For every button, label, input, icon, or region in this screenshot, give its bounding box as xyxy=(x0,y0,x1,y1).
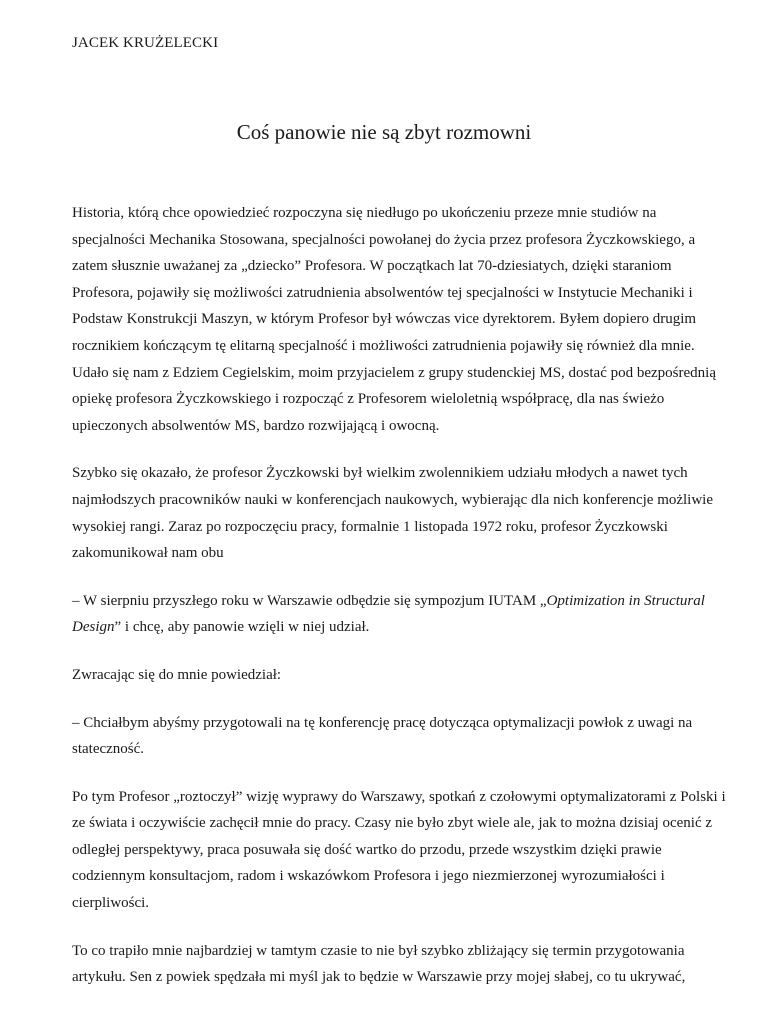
paragraph-6 xyxy=(72,784,726,917)
text-line: Profesora, pojawiły się możliwości zatrudnienia absolwentów tej specjalności w Instytucie Mechaniki i xyxy=(72,284,693,301)
text-line: Zwracając się do mnie powiedział: xyxy=(72,666,282,683)
quote-text: – W sierpniu przyszłego roku w Warszawie odbędzie się sympozjum IUTAM „ xyxy=(72,592,547,609)
text-line: artykułu. Sen z powiek spędzała mi myśl jak to będzie w Warszawie przy mojej słabej, co tu ukrywać, xyxy=(72,969,686,986)
paragraph-3-quote xyxy=(72,588,705,641)
text-line xyxy=(72,614,697,641)
paragraph-1 xyxy=(72,200,716,439)
text-line: – Chciałbym abyśmy przygotowali na tę konferencję pracę dotycząca optymalizacji powłok z uwagi na xyxy=(72,714,693,731)
article-body xyxy=(72,200,726,1012)
text-line: codziennym konsultacjom, radom i wskazówkom Profesora i jego niezmierzonej wyrozumiałości i xyxy=(72,868,665,885)
paragraph-5-quote xyxy=(72,710,697,763)
running-header-author: JACEK KRUŻELECKI xyxy=(72,35,219,51)
text-line: rocznikiem kończącym tę elitarną specjalność i możliwości zatrudnienia pojawiły się również dla mnie. xyxy=(72,337,695,354)
symposium-title-italic: Design xyxy=(72,619,115,636)
text-line: Podstaw Konstrukcji Maszyn, w którym Profesor był wówczas vice dyrektorem. Byłem dopiero drugim xyxy=(72,311,697,328)
text-line: najmłodszych pracowników nauki w konferencjach naukowych, wybierając dla nich konferencje możliwie xyxy=(72,491,714,508)
text-line: specjalności Mechanika Stosowana, specjalności powołanej do życia przez profesora Życzkowskiego, a xyxy=(72,231,696,248)
paragraph-7 xyxy=(72,938,697,991)
text-line: Udało się nam z Edziem Cegielskim, moim przyjacielem z grupy studenckiej MS, dostać pod bezpośrednią xyxy=(72,364,716,381)
text-line: Po tym Profesor „roztoczył” wizję wyprawy do Warszawy, spotkań z czołowymi optymalizatorami z Polski i xyxy=(72,788,726,805)
text-line: ze świata i oczywiście zachęcił mnie do pracy. Czasy nie było zbyt wiele ale, jak to można dzisiaj ocenić z xyxy=(72,815,713,832)
paragraph-4 xyxy=(72,662,697,689)
text-line: odległej perspektywy, praca posuwała się dość wartko do przodu, przede wszystkim dzięki prawie xyxy=(72,841,662,858)
text-line: Szybko się okazało, że profesor Życzkowski był wielkim zwolennikiem udziału młodych a nawet tych xyxy=(72,465,688,482)
text-line: zatem słusznie uważanej za „dziecko” Profesora. W początkach lat 70-dziesiatych, dzięki staraniom xyxy=(72,258,672,275)
article-title: Coś panowie nie są zbyt rozmowni xyxy=(236,120,532,144)
text-line: Historia, którą chce opowiedzieć rozpoczyna się niedługo po ukończeniu przeze mnie studiów na xyxy=(72,205,657,221)
text-line: opiekę profesora Życzkowskiego i rozpocząć z Profesorem wieloletnią współpracę, dla nas świeżo xyxy=(72,391,665,408)
symposium-title-italic: Optimization in Structural xyxy=(546,592,705,609)
text-line: wysokiej rangi. Zaraz po rozpoczęciu pracy, formalnie 1 listopada 1972 roku, profesor Życzkowski xyxy=(72,518,668,535)
text-line: zakomunikował nam obu xyxy=(72,545,224,562)
text-line: cierpliwości. xyxy=(72,895,150,912)
paragraph-2 xyxy=(72,460,714,566)
text-line xyxy=(72,588,705,615)
quote-text: ” i chcę, aby panowie wzięli w niej udział. xyxy=(114,619,370,636)
text-line: stateczność. xyxy=(72,741,145,758)
text-line: To co trapiło mnie najbardziej w tamtym czasie to nie był szybko zbliżający się termin przygotowania xyxy=(72,942,685,959)
text-line: upieczonych absolwentów MS, bardzo rozwijającą i owocną. xyxy=(72,417,440,434)
